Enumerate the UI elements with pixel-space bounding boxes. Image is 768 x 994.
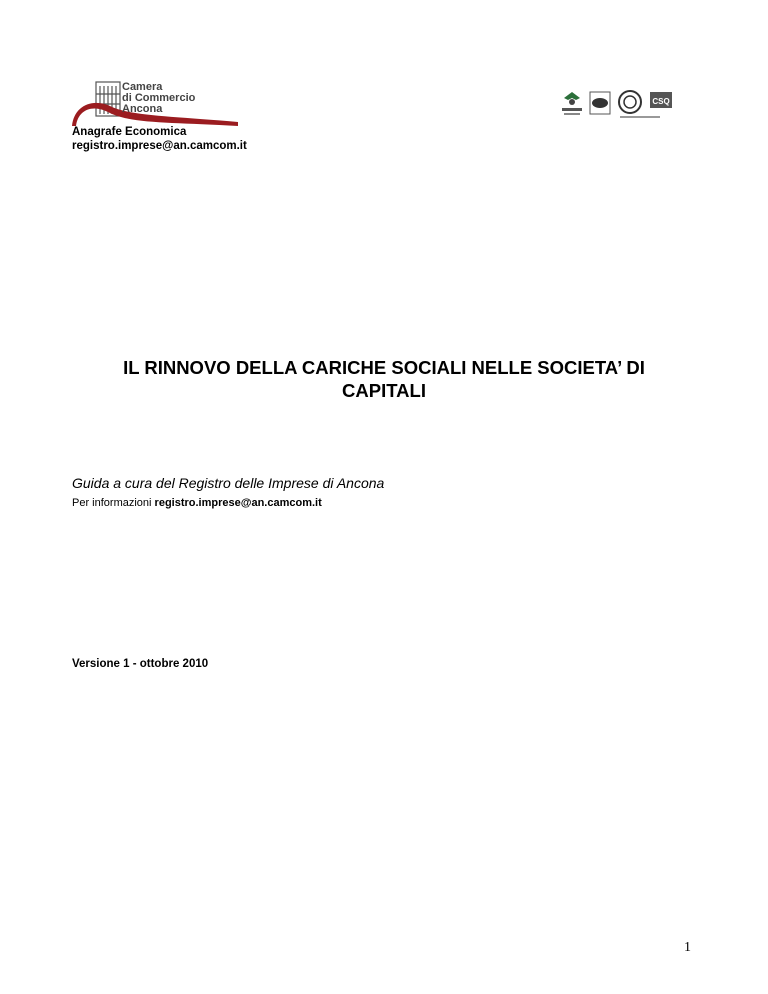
org-name — [122, 82, 195, 115]
document-title — [40, 356, 728, 402]
certification-logos — [558, 88, 678, 124]
version-label: Versione 1 - ottobre 2010 — [72, 658, 209, 670]
department-block — [72, 125, 247, 153]
org-name-line: Ancona — [122, 103, 163, 115]
csq-label: CSQ — [652, 97, 670, 106]
guide-credit: Guida a cura del Registro delle Imprese di Ancona — [72, 475, 385, 491]
info-email-link[interactable]: registro.imprese@an.camcom.it — [154, 497, 322, 509]
info-prefix: Per informazioni — [72, 497, 155, 509]
department-name: Anagrafe Economica — [72, 126, 187, 138]
certificate-seal-icon — [590, 92, 610, 114]
org-name-line: Camera — [122, 81, 163, 93]
info-line — [72, 497, 322, 509]
accredia-icon — [562, 92, 582, 115]
org-name-line: di Commercio — [122, 92, 196, 104]
title-line: IL RINNOVO DELLA CARICHE SOCIALI NELLE SOCIETA’ DI — [123, 357, 645, 378]
title-line: CAPITALI — [342, 380, 426, 401]
page-number: 1 — [684, 940, 691, 955]
csq-icon — [650, 92, 672, 108]
department-email: registro.imprese@an.camcom.it — [72, 140, 247, 152]
